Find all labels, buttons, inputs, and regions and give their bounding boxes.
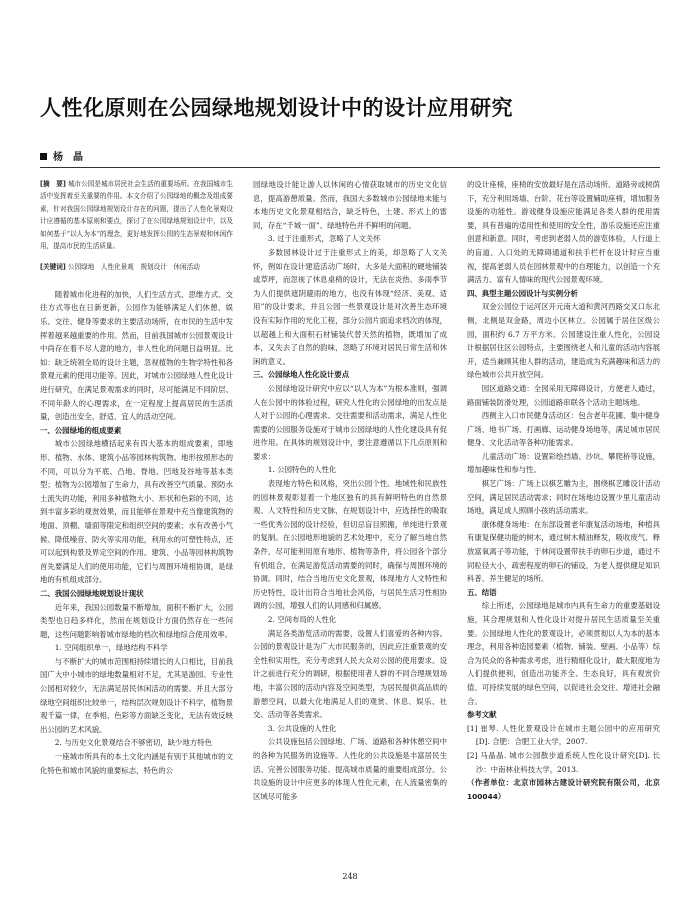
abstract-paragraph	[40, 178, 233, 252]
header-rule	[40, 167, 660, 168]
author-line	[40, 148, 83, 163]
column-1	[40, 178, 233, 777]
article-title: 人性化原则在公园绿地规划设计中的设计应用研究	[40, 96, 513, 120]
abstract-text: 城市公园是城市居民社会生活的重要场所。在我国城市生活中发挥着至关重要的作用。本文介绍了公园绿地的概念及组成要素，针对我国公园绿地规划设计存在的问题，提出了人性化景观设计应遵循的基本原则和要点，探讨了在公园绿地规划设计中，以及如何基于“以人为本”的理念，更好地发挥公园的生态景观和休闲作用，提高市民的生活质量。	[40, 180, 233, 251]
section-heading-5: 五、结语	[467, 587, 497, 597]
paragraph: 城市公园绿地横括起来有四大基本的组成要素，即地形、植物、水体、建筑小品等园林构筑物。地形按照形态的不同，可以分为平底、凸地、脊地、凹地及谷地等基本类型；植物为公园增加了生命力，具有改善空气质量、预防水土流失的功能，利用多种植物大小、形状和色彩的不同，达到丰富多彩的观赏效果，而且能够在景观中充当像建筑物的地面、顶棚、墙面等限定和组织空间的要素；水有改善小气候、降低噪音、防火等实用功能，利用水的可塑性特点，还可以起到构景及界定空间的作用。建筑、小品等园林构筑物首先要满足人们的使用功能，它们与周围环境相协调，是绿地的有机组成部分。	[40, 439, 233, 585]
subheading: 3. 公共设施的人性化	[267, 723, 337, 733]
section-heading-2: 二、我国公园绿地规划设计现状	[40, 588, 144, 598]
keywords-paragraph	[40, 261, 233, 273]
subheading: 2. 空间布局的人性化	[267, 615, 337, 624]
subheading: 3. 过于注重形式，忽略了人文关怀	[267, 234, 381, 244]
reference-item: [2] 马晶晶. 城市公园散步道系统人性化设计研究[D]. 长沙：中南林业科技大学，2013.	[467, 750, 660, 774]
paragraph: 园区道路交通：全园采用无障碍设计，方便老人通过，路面铺装防滑处理，公园道路串联各个活动主题场地。	[467, 383, 660, 407]
paragraph: 多数园林设计过于注重形式上的美，却忽略了人文关怀，例如在设计建造活动广场时，大多是大面积的硬地铺装或草坪，而忽视了休息桌椅的设计，无法在炎热、多雨季节为人们提供遮阴避雨的地方，也没有体现“经济、美观、适用”的设计要求，并且公园一些景观设计是对次善生态环境没有实际作用的光化工程，部分公园片面追求档次的体现，以超越上和大面积石材铺装代替天然的植物，既增加了成本，又失去了自然的韵味，忽略了环境对居民日常生活和休闲的意义。	[253, 247, 447, 366]
subheading: 1. 空间组织单一，绿地结构不科学	[54, 643, 168, 653]
intro-paragraph: 随着城市化进程的加快，人们生活方式、思维方式、交往方式等也在日新更新，公园作为能够满足人们休憩、娱乐、交往、健身等要求的主要活动场所，在市民的生活中发挥着越来越重要的作用。然而，目前我国城市公园景观设计中尚存在着不尽人意的地方，非人性化的问题日益明显。比如：缺乏统领全局的设计主题，忽视植物的生物学特性和各景观元素的使用功能等。因此，对城市公园绿地人性化设计进行研究，在满足景观需求的同时，尽可能满足不同阶层、不同年龄人的心理需求，在一定程度上提高居民的生活质量，创造出安全、舒适、宜人的活动空间。	[40, 289, 233, 422]
paragraph: 棋艺广场：广场上以棋艺雕为主，围绕棋艺雕设计活动空间，满足居民活动需求；同时在场地边设置少里儿童活动场地，满足成人照顾小孩的活动需求。	[467, 479, 660, 516]
column-3	[467, 178, 660, 803]
paragraph: 一座城市所具有的本土文化内涵是有别于其他城市的文化特色和城市风貌的重要标志，特色的公	[40, 752, 233, 775]
paragraph: 园绿地设计能让游人以休闲的心情获取城市的历史文化信息，提高游憩质量。然而，我国大多数城市公园绿地未能与本地历史文化景观相结合，缺乏特色，土建、形式上的雷同，存在“千城一面”、绿地特色并不鲜明的问题。	[253, 180, 447, 230]
paragraph: 双金公园位于运河区开元南大道和黄河西路交叉口东北侧，北侧是双金路，周边小区林立。公园属于居住区级公园，面积约 6.7 万平方米。公园建设注重人性化，公园设计根据居住区公园特点，主要围绕老人和儿童的活动内容展开，适当兼顾其他人群的活动，建造成为充满趣味和活力的绿色城市公共开放空间。	[467, 302, 660, 380]
paragraph: 综上所述，公园绿地是城市内具有生命力的重要基础设施，其合理规划和人性化设计对提升居民生活质量至关重要。公园绿地人性化的景观设计，必须贯彻以人为本的基本理念，利用各种造园要素（植物、铺装、壁画、小品等）综合为民众的各种需求考虑，进行精细化设计，最大限度地为人们提供便利，创造出功能齐全、生态良好，具有观赏价值、可持续发展的绿色空间，以促进社会交往、增进社会融合。	[467, 601, 660, 706]
abstract-label: [摘 要]	[40, 180, 66, 188]
author-affiliation: （作者单位：北京市园林古建设计研究院有限公司，北京 100044）	[467, 778, 660, 801]
subheading: 1. 公园特色的人性化	[267, 465, 337, 475]
keywords-label: [关键词]	[40, 263, 66, 272]
paragraph: 公共设施包括公园绿地、广场、道路和各种休憩空间中的各种为民服务的设施等。人性化的公共设施是丰富居民生活、完善公园服务功能、提高城市质量的重要组成部分。公共设施的设计中应更多的体现人性化元素，在人流量密集的区域尽可能多	[253, 737, 447, 801]
paragraph: 儿童活动广场：设置彩绘挡墙、沙坑、攀爬桥等设施，增加趣味性和参与性。	[467, 451, 660, 475]
paragraph: 表现地方特色和风格，突出公园个性。地域性和民族性的园林景观彰显着一个地区独有的具有鲜明特色的自然景观、人文特性和历史文脉，在规划设计中，应选择性的吸取一些优秀公园的设计经验，但切忌盲目照搬，单纯进行景观的复制。在公园地形地貌的艺术处理中，充分了解当地自然条件，尽可能利用原有地形、植物等条件，将公园各个部分有机组合，在满足游览活动需要的同时，确保与周围环境的协调。同时，结合当地历史文化景观，体现地方人文特性和历史特性，设计出符合当地社会风俗，与居民生活习性相协调的公园，增强人们的认同感和归属感。	[253, 479, 447, 611]
section-heading-3: 三、公园绿地人性化设计要点	[253, 370, 350, 380]
section-heading-1: 一、公园绿地的组成要素	[40, 425, 122, 435]
references-heading: 参考文献	[467, 710, 497, 720]
paragraph: 公园绿地设计研究中应以“以人为本”为根本准则，强调人在公园中的体验过程，研究人性化的公园绿地的出发点是人对于公园的心理需求、交往需要和活动需求，满足人性化需要的公园服务设施对于城市公园绿地的人性化建设具有促进作用。在具体的规划设计中，要注意遵循以下几点原则和要求：	[253, 383, 447, 461]
paragraph: 近年来，我国公园数量不断增加，面积不断扩大，公园类型也日趋多样化，然而在规划设计方面仍然存在一些问题，这些问题影响着城市绿地的档次和绿地综合使用效率。	[40, 602, 233, 639]
paragraph: 康体健身场地：在东部设置老年康复活动场地，种植具有康复保健功能的树木，通过树木精油释发，吸收废气、释放富氧离子等功能，于林间设置带扶手的卵石步道，通过不同粒径大小，疏密程度的卵石的铺设，为老人提供健足知识科普、养生健足的场所。	[467, 519, 660, 584]
reference-item: [1] 崔琴. 人性化景观设计在城市主题公园中的应用研究[D]. 合肥：合肥工业大学，2007.	[467, 723, 660, 747]
references-list	[467, 722, 660, 776]
bullet-square-icon	[40, 153, 47, 160]
abstract-block	[40, 178, 233, 274]
paragraph: 的设计座椅，座椅的安放最好是在活动场所、道路旁或树荫下，充分利用场墙、台阶、花台等设置辅助座椅，增加服务设施的功能性。游戏健身设施应能满足各类人群的使用需要，具有普遍的适用性和使用的安全性，游乐设施还应注重创意和新意。同时，考虑到老弱人员的游览体验，人行道上的盲道、入口处的无障碍通道和扶手栏杆在设计时应当重视，提高老弱人员在园林景观中的自理能力，以创造一个充满活力、富有人情味的现代公园景观环境。	[467, 180, 660, 285]
subheading: 2. 与历史文化景观结合不够密切，缺少地方特色	[54, 738, 213, 748]
section-heading-4: 四、典型主题公园设计与实例分析	[467, 288, 578, 298]
author-name: 杨 晶	[53, 152, 83, 163]
paragraph: 满足各类游览活动的需要，设置人们喜爱的各种内容。公园的景观设计是为广大市民服务的，因此应注重景观的安全性和实用性，充分考虑到人民大众对公园的使用要求。设计之前进行充分的调研，根据使用者人群的不同合理规划场地，丰富公园的活动内容及空间类型，为居民提供高品质的游憩空间，以最大化地满足人们的观赏、休息、娱乐、社交、活动等各类需求。	[253, 628, 447, 720]
paragraph: 与不断扩大的城市范围相持续增长的人口相比，目前我国广大中小城市的绿地数量相对不足，尤其是游园、专业性公园相对较少，无法满足居民休闲活动的需要。并且大部分绿地空间组织比较单一，结构层次规划设计不科学，植物景观千篇一律，在季相、色彩等方面缺乏变化，无法有效反映出公园的艺术风貌。	[40, 656, 233, 734]
paragraph: 西侧主入口市民健身活动区：包含老年花圃、集中健身广场、地书广场、打画廊、运动健身场地等，满足城市居民健身、文化活动等各种功能需求。	[467, 411, 660, 448]
column-2	[253, 178, 447, 803]
page-number: 248	[342, 872, 358, 881]
keywords-text: 公园绿地 人性化景观 规划设计 休闲活动	[67, 263, 200, 272]
